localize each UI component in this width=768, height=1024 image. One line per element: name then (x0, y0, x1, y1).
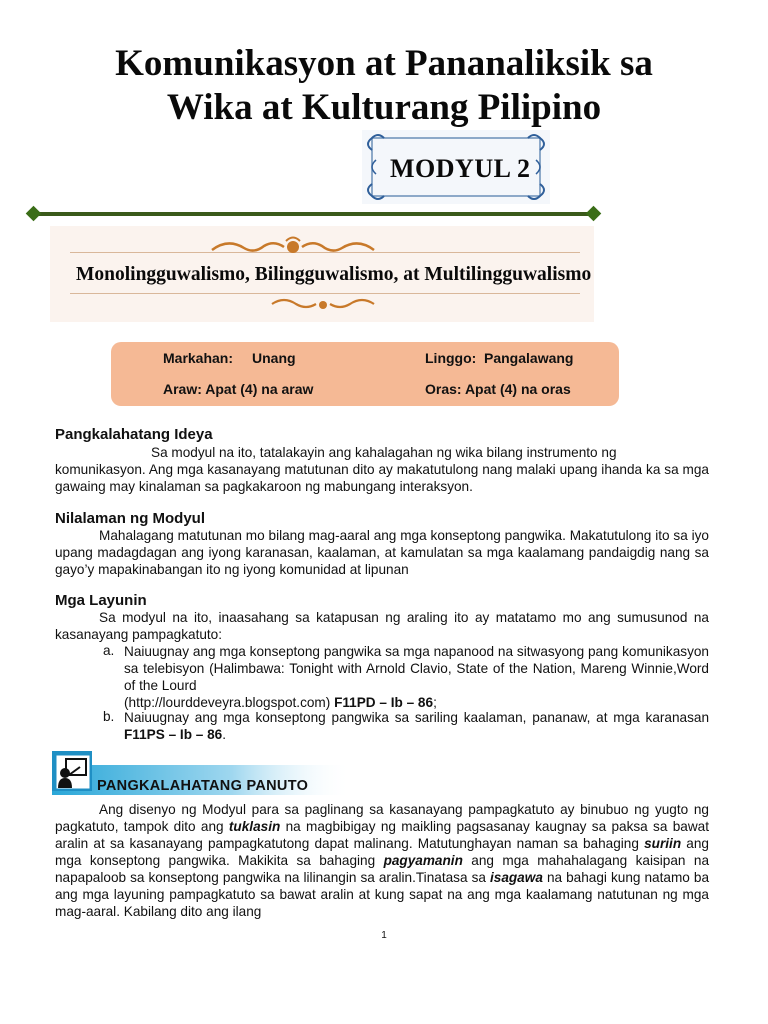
panuto-heading: PANGKALAHATANG PANUTO (97, 778, 309, 794)
panuto-text-3: ang mga konseptong pangwika. Makikita sa bahaging (55, 836, 709, 868)
layunin-a (124, 643, 709, 711)
panuto-paragraph (55, 801, 709, 920)
oras-text: Oras: Apat (4) na oras (425, 381, 571, 397)
linggo-label: Linggo: (425, 350, 477, 366)
panuto-tuklasin: tuklasin (228, 819, 281, 834)
panuto-pagyamanin: pagyamanin (383, 853, 463, 868)
layunin-b-letter: b. (103, 709, 115, 724)
markahan-value: Unang (252, 350, 296, 366)
panuto-text-2: na magbibigay ng maikling pagsasanay kaugnay sa paksa sa bawat aralin at sa kasanayang pampagkatutong dapat malinang. Matutunghayan naman sa bahaging (55, 819, 709, 851)
panuto-text-1: Ang disenyo ng Modyul para sa paglinang sa kasanayang pampagkatuto ay binubuo ng yugto ng pagkatuto, tampok dito ang (55, 802, 709, 834)
panuto-isagawa: isagawa (489, 870, 543, 885)
ideya-paragraph: komunikasyon. Ang mga kasanayang matutunan dito ay makatutulong nang malaki upang ihanda ka sa mga gawaing may kinalaman sa pagkakaroon ng mabungang interaksyon. (55, 462, 709, 494)
document-title-line-1: Komunikasyon at Pananaliksik sa (115, 43, 653, 84)
top-ornament-icon (208, 236, 378, 263)
layunin-heading: Mga Layunin (55, 592, 147, 609)
layunin-a-letter: a. (103, 643, 115, 658)
presenter-board-icon (56, 755, 90, 794)
linggo-value: Pangalawang (484, 350, 574, 366)
page-number: 1 (381, 930, 387, 941)
nilalaman-heading: Nilalaman ng Modyul (55, 510, 206, 527)
bottom-thin-rule (70, 293, 580, 294)
layunin-a-text: Naiuugnay ang mga konseptong pangwika sa mga napanood na sitwasyong pang komunikasyon sa telebisyon (Halimbawa: Tonight with Arnold Clavio, State of the Nation, Mareng Winnie,Word of the Lourd (124, 644, 709, 693)
bottom-ornament-icon (268, 296, 378, 319)
layunin-a-end: ; (433, 695, 437, 710)
layunin-b-text: Naiuugnay ang mga konseptong pangwika sa sariling kaalaman, pananaw, at mga karanasan (124, 710, 709, 725)
layunin-a-url: (http://lourddeveyra.blogspot.com) (124, 695, 331, 710)
araw-text: Araw: Apat (4) na araw (163, 381, 314, 397)
nilalaman-paragraph: Mahalagang matutunan mo bilang mag-aaral ang mga konseptong pangwika. Makatutulong ito sa iyo upang madagdagan ang iyong karanasan, kaalaman, at kamulatan sa mga kaalamang pandaigdig nang sa gayo’y mapakinabangan ito ng iyong komunidad at lipunan (55, 528, 709, 577)
panuto-text-5: na bahagi kung natamo ba ang mga layuning pampagkatuto sa bawat aralin at kung sapat na ang mga kaalamang natutunan ng mga mag-aaral. Kabilang dito ang ilang (55, 870, 710, 919)
diamond-right-icon (586, 206, 602, 222)
layunin-b (124, 709, 709, 743)
layunin-b-code: F11PS – Ib – 86 (124, 727, 223, 742)
ideya-paragraph-line1: Sa modyul na ito, tatalakayin ang kahalagahan ng wika bilang instrumento ng (151, 445, 617, 460)
ideya-heading: Pangkalahatang Ideya (55, 426, 213, 443)
divider-line (34, 212, 594, 216)
lesson-title: Monolingguwalismo, Bilingguwalismo, at Multilingguwalismo (76, 264, 592, 285)
panuto-text-4: ang mga mahahalagang kaisipan na napapaloob sa konseptong pangwika na lilinangin sa aralin.Tinatasa sa (55, 853, 710, 885)
document-title-line-2: Wika at Kulturang Pilipino (166, 87, 602, 128)
module-label: MODYUL 2 (390, 154, 531, 183)
layunin-b-end: . (222, 727, 227, 742)
layunin-intro: Sa modyul na ito, inaasahang sa katapusan ng araling ito ay matatamo mo ang sumusunod na kasanayang pampagkatuto: (55, 610, 709, 642)
diamond-left-icon (26, 206, 42, 222)
markahan-label: Markahan: (163, 350, 234, 366)
panuto-suriin: suriin (644, 836, 682, 851)
layunin-a-code: F11PD – Ib – 86 (334, 695, 434, 710)
